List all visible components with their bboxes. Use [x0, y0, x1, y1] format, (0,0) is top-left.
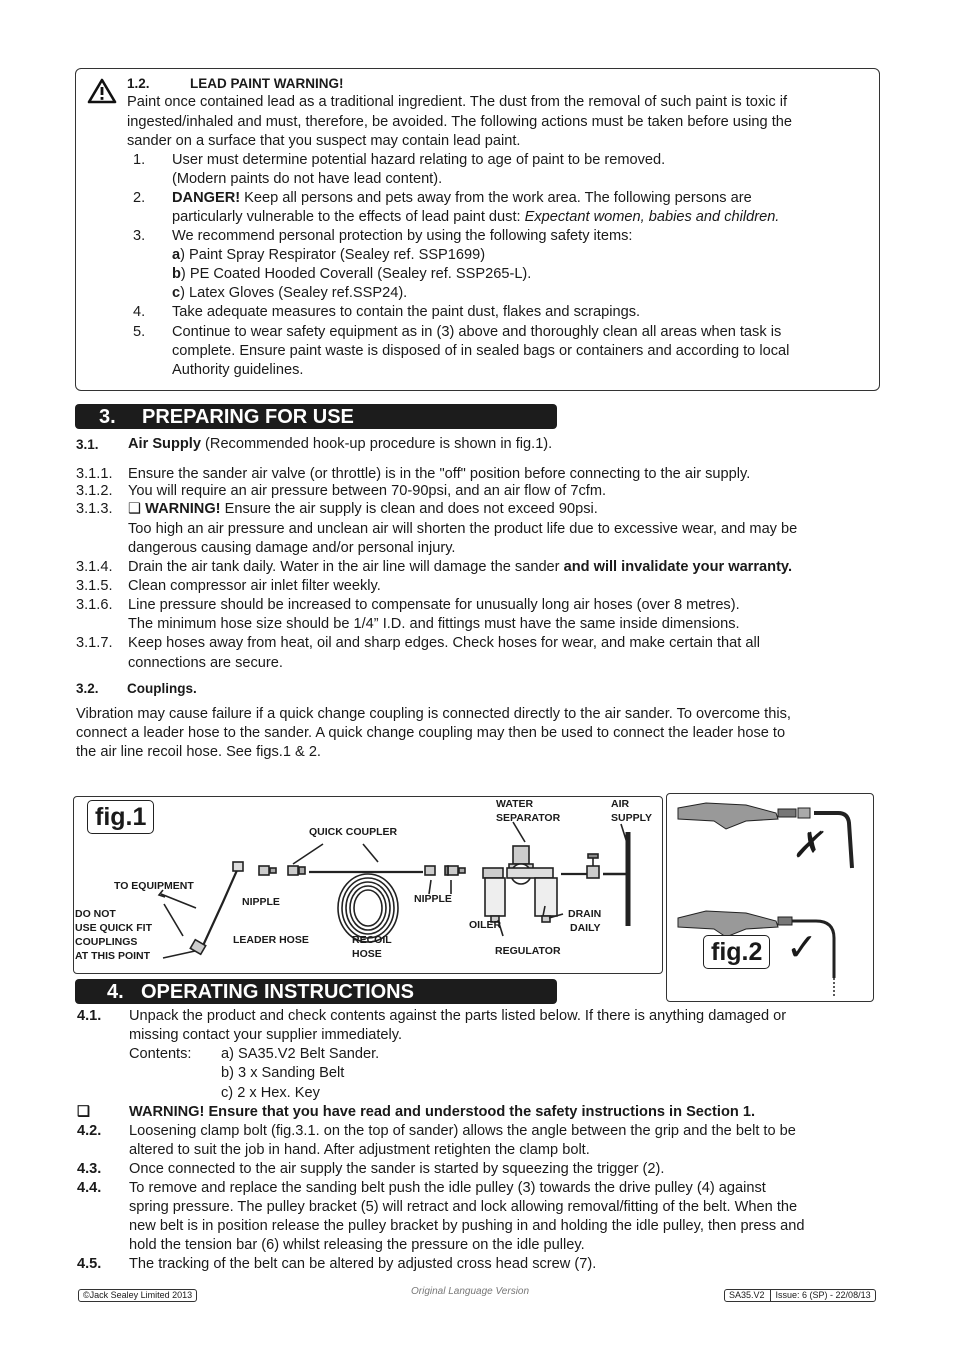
clause-number: 4.3. — [77, 1161, 102, 1177]
clause-text: The tracking of the belt can be altered by adjusted cross head screw (7). — [129, 1256, 597, 1272]
list-item-text: particularly vulnerable to the effects of lead paint dust: Expectant women, babies and children. — [172, 209, 780, 225]
clause-number: 4.1. — [77, 1008, 102, 1024]
clause-text: The minimum hose size should be 1/4” I.D. and fittings must have the same inside dimensions. — [128, 616, 740, 632]
clause-text: altered to suit the job in hand. After adjustment retighten the clamp bolt. — [129, 1142, 590, 1158]
clause-number: 3.1.3. — [76, 501, 113, 517]
issue-info — [724, 1289, 876, 1302]
air-supply-label: AIR — [611, 798, 630, 810]
clause-number: 3.1. — [76, 437, 99, 452]
water-separator-label: WATER — [496, 798, 534, 810]
clause-text: Once connected to the air supply the sander is started by squeezing the trigger (2). — [129, 1161, 665, 1177]
contents-label: Contents: — [129, 1046, 192, 1062]
lead-warning-intro-line: Paint once contained lead as a traditional ingredient. The dust from the removal of such paint is toxic if — [127, 94, 788, 110]
air-supply-label: SUPPLY — [611, 812, 653, 824]
list-item-text: (Modern paints do not have lead content). — [172, 171, 443, 187]
clause-number: 3.1.4. — [76, 559, 113, 575]
danger-label: DANGER! — [172, 190, 241, 206]
lead-warning-number: 1.2. — [127, 76, 150, 91]
couplings-paragraph-line: connect a leader hose to the sander. A quick change coupling may then be used to connect the leader hose to — [76, 725, 786, 741]
cross-mark-icon: ✗ — [792, 825, 823, 866]
clause-number: 3.2. — [76, 681, 99, 696]
section-4-number: 4. — [107, 981, 124, 1003]
couplings-title: Couplings. — [127, 681, 197, 696]
warning-checkbox-icon: ❑ — [77, 1104, 91, 1120]
clause-number: 3.1.6. — [76, 597, 113, 613]
lead-warning-intro-line: ingested/inhaled and must, therefore, be avoided. The following actions must be taken before using the — [127, 114, 792, 130]
to-equipment-label: TO EQUIPMENT — [114, 880, 194, 892]
recoil-hose-label: RECOIL — [352, 934, 392, 946]
contents-item: b) 3 x Sanding Belt — [221, 1065, 345, 1081]
list-item-number: 1. — [133, 152, 146, 168]
drain-daily-label: DAILY — [570, 922, 601, 934]
do-not-label: AT THIS POINT — [75, 950, 151, 962]
clause-text: Line pressure should be increased to compensate for unusually long air hoses (over 8 metres). — [128, 597, 740, 613]
nipple-left-label: NIPPLE — [242, 896, 280, 908]
clause-number: 3.1.2. — [76, 483, 113, 499]
model-number: SA35.V2 — [729, 1290, 765, 1300]
copyright-notice: ©Jack Sealey Limited 2013 — [78, 1289, 197, 1302]
list-item-text: Authority guidelines. — [172, 362, 304, 378]
regulator-label: REGULATOR — [495, 945, 561, 957]
couplings-paragraph-line: Vibration may cause failure if a quick change coupling is connected directly to the air sander. To overcome this, — [76, 706, 791, 722]
clause-text: Drain the air tank daily. Water in the air line will damage the sander and will invalidate your warranty. — [128, 559, 793, 575]
fig2-label: fig.2 — [703, 935, 770, 969]
air-supply-clause: Air Supply (Recommended hook-up procedure is shown in fig.1). — [128, 436, 553, 452]
clause-text: To remove and replace the sanding belt push the idle pulley (3) towards the drive pulley (4) against — [129, 1180, 766, 1196]
section-4-title: OPERATING INSTRUCTIONS — [141, 981, 414, 1003]
clause-text: Keep hoses away from heat, oil and sharp edges. Check hoses for wear, and make certain that all — [128, 635, 760, 651]
clause-text: Too high an air pressure and unclean air will shorten the product life due to excessive wear, and may be — [128, 521, 798, 537]
safety-warning-text: WARNING! Ensure that you have read and understood the safety instructions in Section 1. — [129, 1104, 756, 1120]
warning-triangle-icon — [87, 78, 117, 104]
language-version-note: Original Language Version — [411, 1286, 530, 1297]
list-item-number: 2. — [133, 190, 146, 206]
clause-text: new belt is in position release the pulley bracket by pushing in and holding the idle pulley, then press and — [129, 1218, 805, 1234]
list-item-text: Continue to wear safety equipment as in (3) above and thoroughly clean all areas when task is — [172, 324, 782, 340]
list-item-text: We recommend personal protection by using the following safety items: — [172, 228, 633, 244]
clause-text: Unpack the product and check contents against the parts listed below. If there is anything damaged or — [129, 1008, 787, 1024]
clause-number: 3.1.7. — [76, 635, 113, 651]
nipple-right-label: NIPPLE — [414, 893, 452, 905]
sub-item-gloves: c) Latex Gloves (Sealey ref.SSP24). — [172, 285, 408, 301]
clause-text: connections are secure. — [128, 655, 283, 671]
issue-number: Issue: 6 (SP) - 22/08/13 — [775, 1290, 871, 1300]
list-item-number: 4. — [133, 304, 146, 320]
contents-item: a) SA35.V2 Belt Sander. — [221, 1046, 380, 1062]
water-separator-label: SEPARATOR — [496, 812, 561, 824]
quick-coupler-label: QUICK COUPLER — [309, 826, 398, 838]
do-not-label: DO NOT — [75, 908, 116, 920]
clause-text: Ensure the sander air valve (or throttle) is in the "off" position before connecting to the air supply. — [128, 466, 751, 482]
do-not-label: USE QUICK FIT — [75, 922, 153, 934]
vulnerable-persons-text: Expectant women, babies and children. — [524, 209, 780, 225]
couplings-paragraph-line: the air line recoil hose. See figs.1 & 2. — [76, 744, 321, 760]
warning-checkbox-icon: ❑ — [128, 501, 142, 517]
drain-daily-label: DRAIN — [568, 908, 602, 920]
clause-text: hold the tension bar (6) whilst releasing the pressure on the idle pulley. — [129, 1237, 585, 1253]
list-item-text: complete. Ensure paint waste is disposed of in sealed bags or containers and according to local — [172, 343, 790, 359]
lead-warning-title: LEAD PAINT WARNING! — [190, 76, 344, 91]
clause-text: Clean compressor air inlet filter weekly. — [128, 578, 381, 594]
sub-item-coverall: b) PE Coated Hooded Coverall (Sealey ref. SSP265-L). — [172, 266, 532, 282]
lead-warning-intro-line: sander on a surface that you suspect may contain lead paint. — [127, 133, 521, 149]
list-item-text: User must determine potential hazard relating to age of paint to be removed. — [172, 152, 666, 168]
clause-text: dangerous causing damage and/or personal injury. — [128, 540, 456, 556]
clause-text: You will require an air pressure between 70-90psi, and an air flow of 7cfm. — [128, 483, 607, 499]
list-item-text: DANGER! Keep all persons and pets away from the work area. The following persons are — [172, 190, 752, 206]
clause-text: missing contact your supplier immediately. — [129, 1027, 403, 1043]
sub-item-respirator: a) Paint Spray Respirator (Sealey ref. SSP1699) — [172, 247, 486, 263]
clause-number: 4.5. — [77, 1256, 102, 1272]
leader-hose-label: LEADER HOSE — [233, 934, 309, 946]
clause-number: 4.2. — [77, 1123, 102, 1139]
section-3-title: PREPARING FOR USE — [142, 406, 354, 428]
clause-number: 4.4. — [77, 1180, 102, 1196]
list-item-text: Take adequate measures to contain the paint dust, flakes and scrapings. — [172, 304, 641, 320]
sander-connection-diagram — [666, 793, 874, 1002]
list-item-number: 5. — [133, 324, 146, 340]
clause-number: 3.1.5. — [76, 578, 113, 594]
contents-item: c) 2 x Hex. Key — [221, 1085, 320, 1101]
clause-text: ❑ WARNING! Ensure the air supply is clean and does not exceed 90psi. — [128, 501, 598, 517]
clause-number: 3.1.1. — [76, 466, 113, 482]
recoil-hose-label: HOSE — [352, 948, 382, 960]
clause-text: Loosening clamp bolt (fig.3.1. on the top of sander) allows the angle between the grip and the belt to be — [129, 1123, 796, 1139]
oiler-label: OILER — [469, 919, 502, 931]
fig1-label: fig.1 — [87, 800, 154, 834]
check-mark-icon: ✓ — [786, 925, 818, 969]
section-4-heading-bar — [75, 979, 557, 1004]
section-3-number: 3. — [99, 406, 116, 428]
clause-text: spring pressure. The pulley bracket (5) will retract and lock allowing removal/fitting of the belt. When the — [129, 1199, 798, 1215]
list-item-number: 3. — [133, 228, 146, 244]
do-not-label: COUPLINGS — [75, 936, 138, 948]
section-3-heading-bar — [75, 404, 557, 429]
